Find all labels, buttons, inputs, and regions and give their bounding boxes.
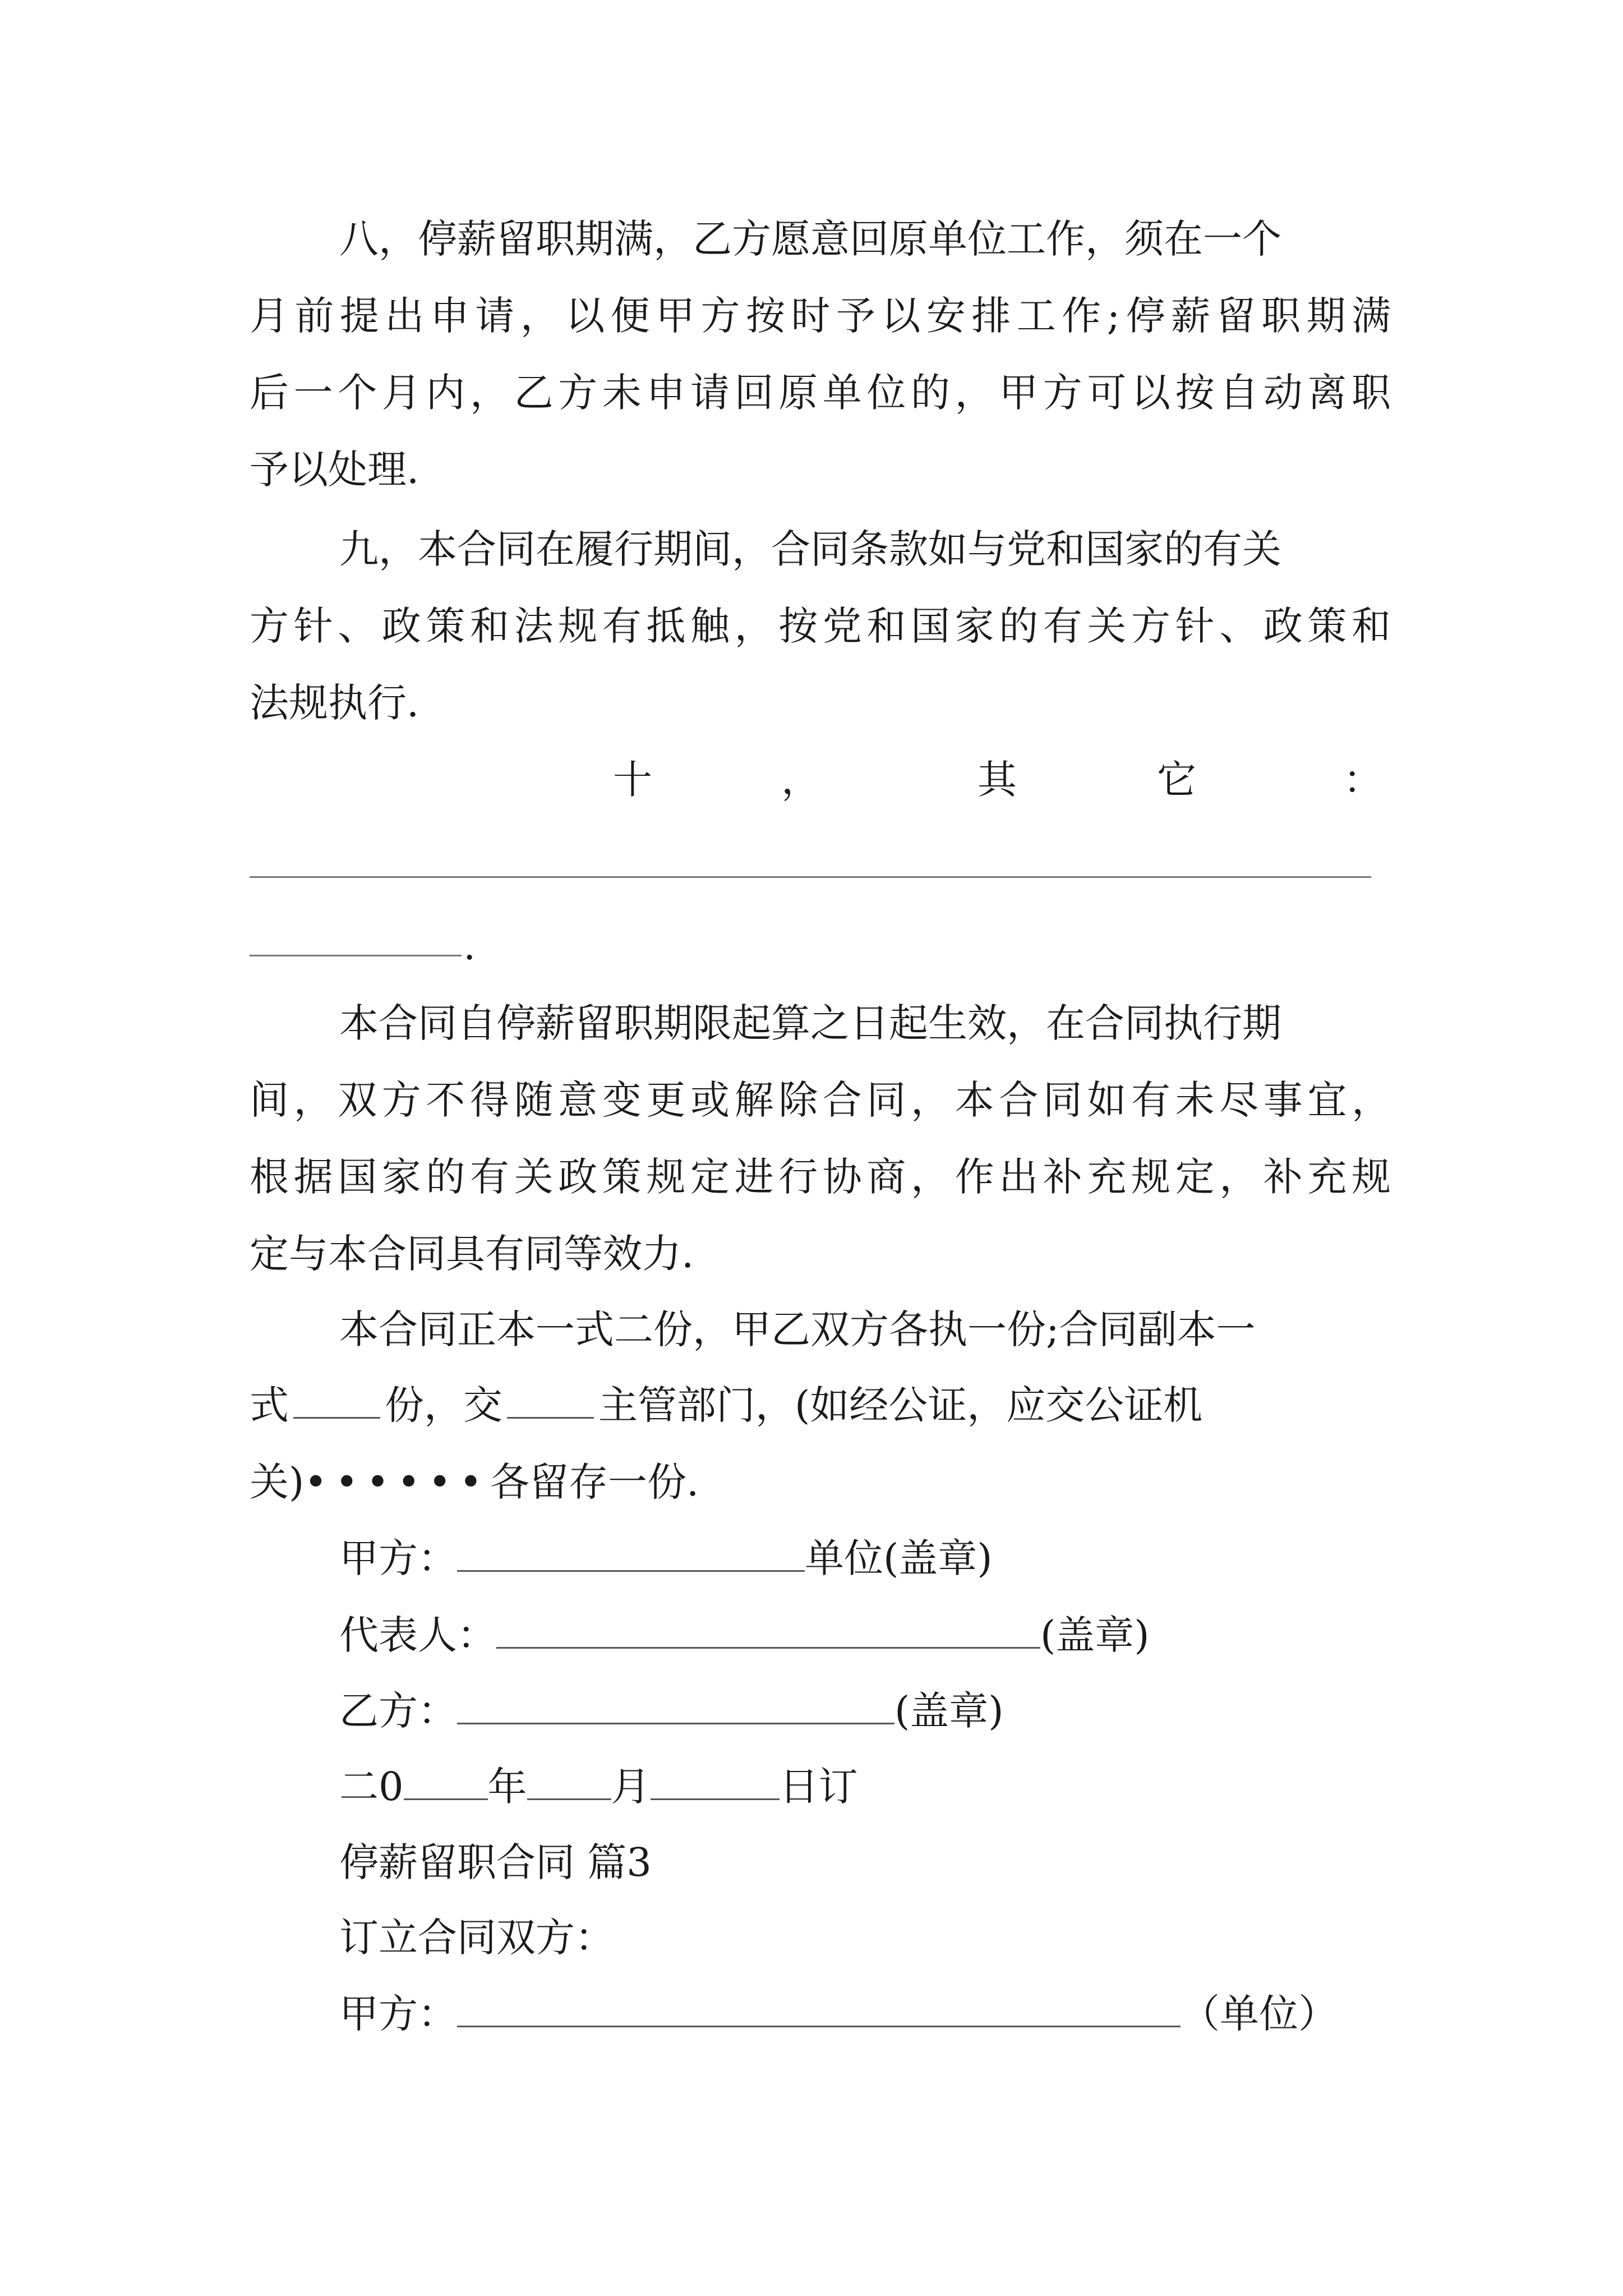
date-year-blank (404, 1764, 488, 1800)
clause-10-char-4: 它 (1157, 757, 1196, 803)
clause-9-line-2: 方针、政策和法规有抵触，按党和国家的有关方针、政策和 (250, 603, 1391, 649)
clause-8-line-4: 予以处理. (250, 447, 419, 493)
effect-line-2: 间，双方不得随意变更或解除合同，本合同如有未尽事宜， (250, 1077, 1391, 1123)
copies-line-2-part-c: 主管部门，(如经公证，应交公证机 (598, 1382, 1203, 1428)
clause-10-char-3: 其 (978, 757, 1017, 803)
clause-9-line-3: 法规执行. (250, 680, 419, 726)
effect-line-4: 定与本合同具有同等效力. (250, 1231, 694, 1277)
clause-10-char-5: ： (1343, 757, 1382, 803)
contract-3-heading: 停薪留职合同 篇3 (339, 1839, 652, 1885)
copies-count-blank (293, 1382, 380, 1419)
clause-10-end-period: . (463, 923, 476, 969)
copies-line-3 (250, 1454, 699, 1510)
clause-8-line-1: 八，停薪留职期满，乙方愿意回原单位工作，须在一个 (339, 216, 1281, 262)
signature-representative-label: 代表人： (339, 1612, 496, 1658)
clause-8-line-3: 后一个月内，乙方未申请回原单位的，甲方可以按自动离职 (250, 370, 1391, 416)
clause-10-fill-line-2 (250, 955, 462, 956)
date-month-blank (527, 1764, 611, 1800)
signature-party-b-label: 乙方： (339, 1688, 457, 1734)
contract-3-party-a (339, 1986, 1338, 2042)
effect-line-1: 本合同自停薪留职期限起算之日起生效，在合同执行期 (339, 1000, 1281, 1046)
contract-3-parties-label: 订立合同双方： (339, 1915, 614, 1961)
clause-9-line-1: 九，本合同在履行期间，合同条款如与党和国家的有关 (339, 526, 1281, 572)
clause-10-fill-line-1 (250, 876, 1371, 878)
copies-line-3-part-a: 关) (250, 1459, 305, 1505)
department-blank (507, 1382, 594, 1419)
date-day-label: 日订 (779, 1764, 858, 1810)
signature-representative (339, 1607, 1150, 1663)
signature-representative-suffix: (盖章) (1040, 1612, 1150, 1658)
signature-date (339, 1759, 858, 1815)
signature-party-a-blank (457, 1535, 805, 1572)
contract-3-party-a-label: 甲方： (339, 1991, 457, 2037)
clause-10-char-1: 十 (613, 757, 652, 803)
signature-party-b-suffix: (盖章) (895, 1688, 1004, 1734)
effect-line-3: 根据国家的有关政策规定进行协商，作出补充规定，补充规 (250, 1154, 1391, 1200)
date-year-label: 年 (487, 1764, 527, 1810)
date-month-label: 月 (611, 1764, 651, 1810)
clause-10-char-2: ， (781, 757, 820, 803)
contract-3-party-a-suffix: （单位） (1181, 1991, 1338, 2037)
copies-line-2-part-b: 份，交 (385, 1382, 502, 1428)
signature-representative-blank (496, 1612, 1040, 1649)
copies-line-1: 本合同正本一式二份，甲乙双方各执一份;合同副本一 (339, 1306, 1256, 1352)
date-prefix: 二0 (339, 1764, 404, 1810)
signature-party-a (339, 1530, 993, 1586)
copies-line-3-part-b: 各留存一份. (490, 1459, 699, 1505)
signature-party-a-label: 甲方： (339, 1535, 457, 1581)
copies-line-2 (250, 1377, 1202, 1433)
signature-party-a-suffix: 单位(盖章) (805, 1535, 993, 1581)
clause-8-line-2: 月前提出申请，以便甲方按时予以安排工作;停薪留职期满 (250, 293, 1391, 339)
contract-3-party-a-blank (457, 1991, 1181, 2027)
copies-line-2-part-a: 式 (250, 1382, 289, 1428)
copies-line-3-dots: •••••• (304, 1459, 491, 1505)
signature-party-b-blank (457, 1688, 895, 1724)
signature-party-b (339, 1683, 1004, 1739)
date-day-blank (651, 1764, 780, 1800)
